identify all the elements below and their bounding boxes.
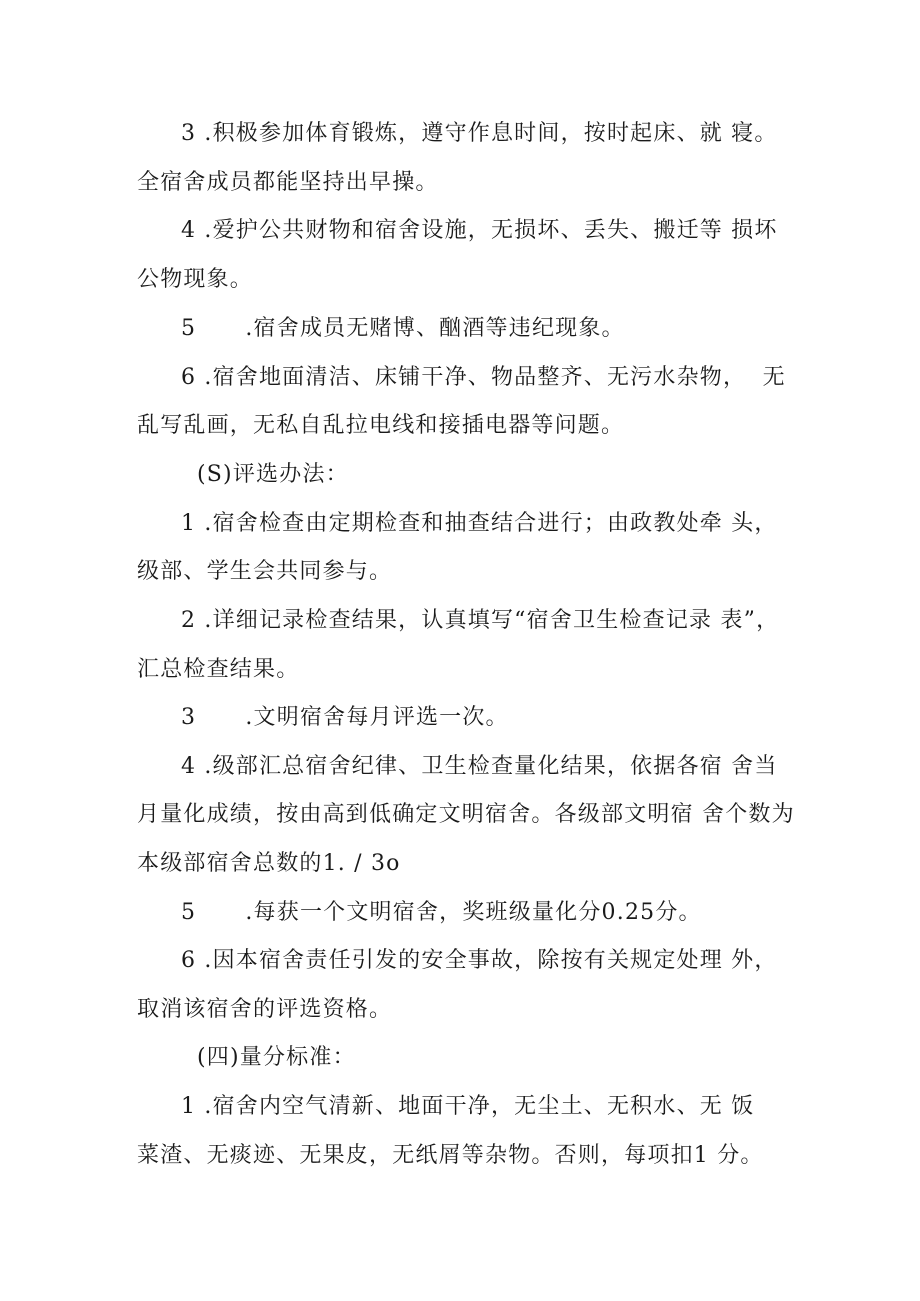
paragraph-3-line-1: 3 .积极参加体育锻炼，遵守作息时间，按时起床、就 寝。 bbox=[181, 121, 778, 146]
method-1-line-2: 级部、学生会共同参与。 bbox=[137, 559, 393, 584]
paragraph-6-line-2: 乱写乱画，无私自乱拉电线和接插电器等问题。 bbox=[137, 413, 625, 438]
method-4-line-2: 月量化成绩，按由高到低确定文明宿舍。各级部文明宿 舍个数为 bbox=[137, 802, 795, 827]
method-6-line-1: 6 .因本宿舍责任引发的安全事故，除按有关规定处理 外， bbox=[181, 948, 778, 973]
method-5-line-1: 5 .每获一个文明宿舍，奖班级量化分0.25分。 bbox=[181, 900, 702, 925]
section-heading-selection-method: (S)评选办法： bbox=[197, 462, 349, 487]
paragraph-5-line-1: 5 .宿舍成员无赌博、酗酒等违纪现象。 bbox=[181, 316, 625, 341]
paragraph-3-line-2: 全宿舍成员都能坚持出早操。 bbox=[137, 170, 439, 195]
paragraph-6-line-1: 6 .宿舍地面清洁、床铺干净、物品整齐、无污水杂物， 无 bbox=[181, 365, 786, 390]
method-2-line-2: 汇总检查结果。 bbox=[137, 657, 300, 682]
method-3-line-1: 3 .文明宿舍每月评选一次。 bbox=[181, 705, 509, 730]
section-heading-scoring-standard: (四)量分标准： bbox=[197, 1045, 356, 1070]
standard-1-line-1: 1 .宿舍内空气清新、地面干净，无尘土、无积水、无 饭 bbox=[181, 1094, 755, 1119]
method-2-line-1: 2 .详细记录检查结果，认真填写“宿舍卫生检查记录 表”， bbox=[181, 608, 780, 633]
paragraph-4-line-2: 公物现象。 bbox=[137, 267, 254, 292]
method-1-line-1: 1 .宿舍检查由定期检查和抽查结合进行；由政教处牵 头， bbox=[181, 511, 778, 536]
method-4-line-1: 4 .级部汇总宿舍纪律、卫生检查量化结果，依据各宿 舍当 bbox=[181, 754, 778, 779]
method-4-line-3: 本级部宿舍总数的1. / 3o bbox=[137, 851, 401, 876]
paragraph-4-line-1: 4 .爱护公共财物和宿舍设施，无损坏、丢失、搬迁等 损坏 bbox=[181, 218, 778, 243]
method-6-line-2: 取消该宿舍的评选资格。 bbox=[137, 997, 393, 1022]
standard-1-line-2: 菜渣、无痰迹、无果皮，无纸屑等杂物。否则，每项扣1 分。 bbox=[137, 1143, 764, 1168]
